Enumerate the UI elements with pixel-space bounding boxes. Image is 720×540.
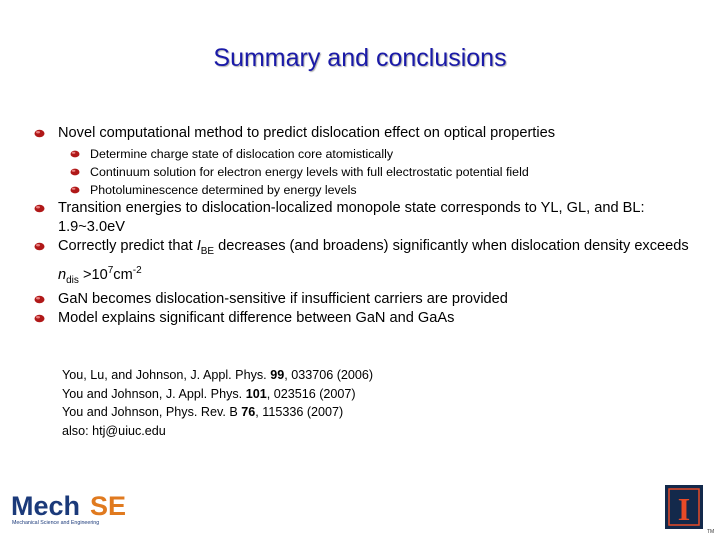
bullet-marker-icon <box>34 204 45 213</box>
bullet-text: Novel computational method to predict dislocation effect on optical properties <box>58 125 556 141</box>
sub-bullet-text: Determine charge state of dislocation core atomistically <box>90 147 394 161</box>
reference-line: You and Johnson, Phys. Rev. B 76, 115336 (2007) <box>62 405 344 419</box>
sub-bullet-item <box>30 145 700 163</box>
sub-bullet-item <box>30 181 700 199</box>
sub-bullet-marker-icon <box>70 150 80 158</box>
mechse-logo <box>10 488 135 528</box>
trademark-mark: TM <box>707 529 715 535</box>
sub-bullet-text: Photoluminescence determined by energy levels <box>90 183 357 197</box>
bullet-item <box>30 237 700 290</box>
contact-email: also: htj@uiuc.edu <box>62 423 166 438</box>
svg-text:SE: SE <box>90 491 127 521</box>
svg-text:I: I <box>677 491 691 527</box>
slide-title: Summary and conclusions <box>213 44 507 72</box>
bullet-text: Correctly predict that $I_{BE}$ decreases (and broadens) significantly when dislocation density exceeds $n_{dis} >10^7cm^{-2}$ <box>58 238 689 286</box>
bullet-item <box>30 309 700 328</box>
bullet-marker-icon <box>34 129 45 138</box>
reference-line: You, Lu, and Johnson, J. Appl. Phys. 99, 033706 (2006) <box>62 368 374 382</box>
bullet-marker-icon <box>34 314 45 323</box>
bullet-item <box>30 124 700 143</box>
bullet-text: Model explains significant difference between GaN and GaAs <box>58 309 455 326</box>
bullet-item <box>30 199 700 237</box>
bullet-list <box>30 124 700 328</box>
bullet-text: GaN becomes dislocation-sensitive if insufficient carriers are provided <box>58 290 508 307</box>
sub-bullet-list <box>30 145 700 199</box>
svg-text:Mech: Mech <box>11 491 81 521</box>
sub-bullet-marker-icon <box>70 168 80 176</box>
bullet-marker-icon <box>34 295 45 304</box>
svg-text:Mechanical Science and Enginee: Mechanical Science and Engineering <box>12 520 100 526</box>
bullet-item <box>30 290 700 309</box>
illinois-logo-icon <box>664 484 704 530</box>
references <box>62 366 373 440</box>
reference-line: You and Johnson, J. Appl. Phys. 101, 023516 (2007) <box>62 386 356 401</box>
sub-bullet-text: Continuum solution for electron energy levels with full electrostatic potential field <box>90 165 529 179</box>
bullet-marker-icon <box>34 242 45 251</box>
sub-bullet-item <box>30 163 700 181</box>
bullet-text: Transition energies to dislocation-localized monopole state corresponds to YL, GL, and BL: 1.9~3.0eV <box>58 200 645 235</box>
sub-bullet-marker-icon <box>70 186 80 194</box>
